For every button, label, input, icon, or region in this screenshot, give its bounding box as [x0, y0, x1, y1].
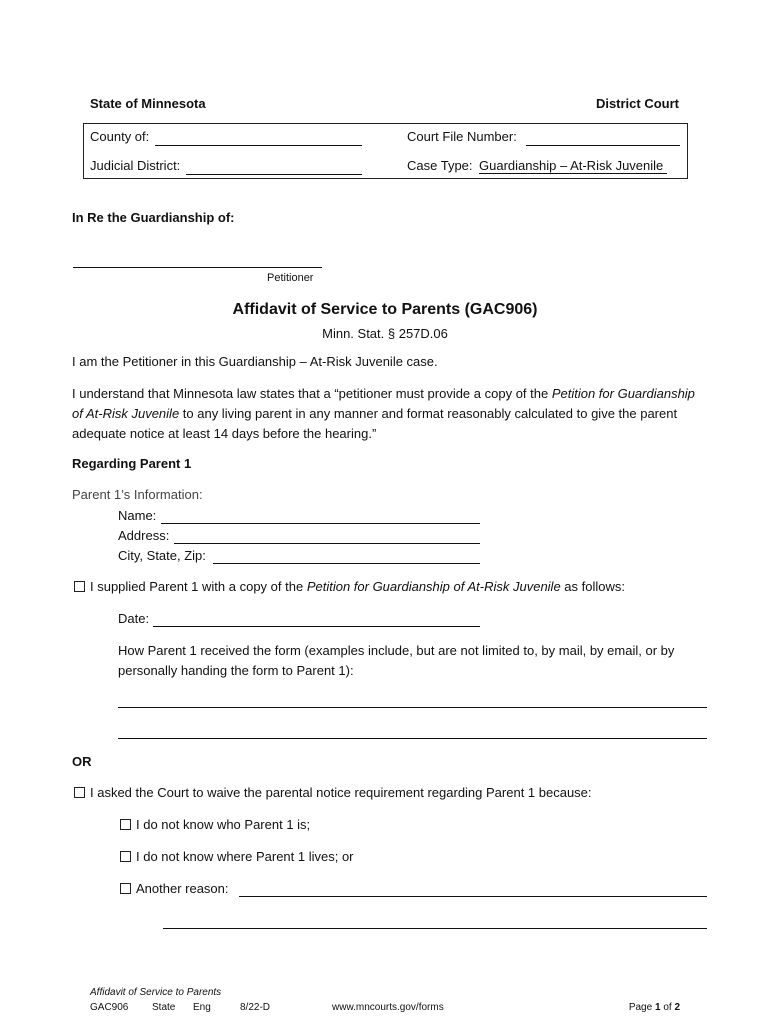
parent1-info-label: Parent 1’s Information:	[72, 487, 203, 502]
petition-title-italic: Petition for Guardianship of At-Risk Juvenile	[72, 386, 695, 421]
reason-another-option: Another reason:	[120, 881, 229, 896]
parent1-heading: Regarding Parent 1	[72, 456, 192, 471]
judicial-district-label: Judicial District:	[90, 158, 181, 173]
understanding-paragraph: I understand that Minnesota law states that a “petitioner must provide a copy of the Petition for Guardianship of At-Risk Juvenile to any living parent in any manner and format reasonably calculated to give the parent adequate notice at least 14 days before the hearing.”	[72, 386, 695, 441]
address-label: Address:	[118, 528, 170, 543]
in-re-heading: In Re the Guardianship of:	[72, 210, 235, 225]
statute-citation: Minn. Stat. § 257D.06	[322, 326, 448, 341]
footer-state: State	[152, 1002, 176, 1013]
page-title: Affidavit of Service to Parents (GAC906)	[232, 301, 538, 318]
date-label: Date:	[118, 611, 150, 626]
address-field[interactable]	[174, 543, 480, 544]
footer-code: GAC906	[90, 1002, 129, 1013]
date-field[interactable]	[153, 626, 480, 627]
case-type-value: Guardianship – At-Risk Juvenile	[479, 158, 667, 174]
petitioner-caption: Petitioner	[267, 272, 314, 284]
footer-url[interactable]: www.mncourts.gov/forms	[332, 1002, 444, 1013]
county-field[interactable]	[155, 145, 362, 146]
case-type-label: Case Type:	[407, 158, 473, 173]
footer-page-number: Page 1 of 2	[628, 1002, 680, 1013]
footer-date: 8/22-D	[240, 1002, 271, 1013]
waive-checkbox[interactable]	[74, 787, 85, 798]
name-field[interactable]	[161, 523, 480, 524]
name-label: Name:	[118, 508, 157, 523]
footer-form-title: Affidavit of Service to Parents	[90, 987, 222, 998]
another-reason-line-1[interactable]	[239, 896, 707, 897]
supplied-option: I supplied Parent 1 with a copy of the Petition for Guardianship of At-Risk Juvenile as follows:	[74, 579, 625, 594]
judicial-district-field[interactable]	[186, 174, 362, 175]
reason-who-option: I do not know who Parent 1 is;	[120, 817, 310, 832]
reason-who-checkbox[interactable]	[120, 819, 131, 830]
or-label: OR	[72, 754, 92, 769]
guardianship-name-field[interactable]	[73, 267, 322, 268]
supplied-checkbox[interactable]	[74, 581, 85, 592]
how-received-text: How Parent 1 received the form (examples include, but are not limited to, by mail, by email, or by personally handing the form to Parent 1):	[118, 643, 675, 678]
city-state-zip-label: City, State, Zip:	[118, 548, 206, 563]
reason-where-option: I do not know where Parent 1 lives; or	[120, 849, 354, 864]
reason-another-checkbox[interactable]	[120, 883, 131, 894]
footer-lang: Eng	[193, 1002, 211, 1013]
court-file-field[interactable]	[526, 145, 680, 146]
how-received-line-1[interactable]	[118, 707, 707, 708]
waive-option: I asked the Court to waive the parental notice requirement regarding Parent 1 because:	[74, 785, 592, 800]
city-state-zip-field[interactable]	[213, 563, 480, 564]
court-label: District Court	[595, 96, 679, 111]
state-label: State of Minnesota	[90, 96, 206, 111]
court-file-label: Court File Number:	[407, 129, 517, 144]
county-label: County of:	[90, 129, 150, 144]
how-received-line-2[interactable]	[118, 738, 707, 739]
intro-statement: I am the Petitioner in this Guardianship – At-Risk Juvenile case.	[72, 354, 438, 369]
another-reason-line-2[interactable]	[163, 928, 707, 929]
reason-where-checkbox[interactable]	[120, 851, 131, 862]
